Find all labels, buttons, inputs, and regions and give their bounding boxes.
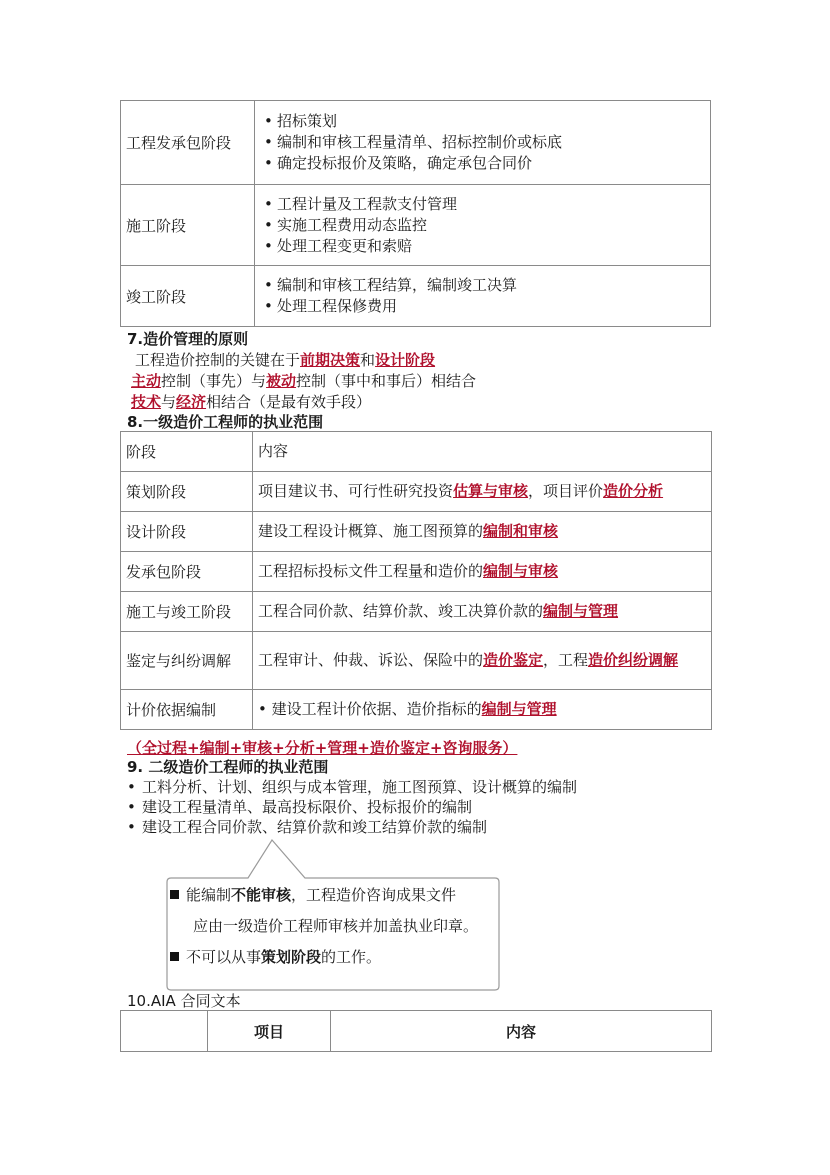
text: 能编制 [186,886,232,904]
text: 控制（事先）与 [161,372,267,390]
text: ，工程造价咨询成果文件 [291,886,457,904]
list-item: • 实施工程费用动态监控 [277,215,704,236]
section9-title: 9. 二级造价工程师的执业范围 [127,758,329,776]
section7-title: 7.造价管理的原则 [127,330,249,348]
text: 工程造价控制的关键在于 [135,351,301,369]
note-line-3 [170,942,498,973]
note-line-2: 应由一级造价工程师审核并加盖执业印章。 [193,917,479,935]
header-cell: 阶段 [121,432,253,472]
header-cell-blank [121,1011,208,1052]
square-bullet-icon [170,890,179,899]
emphasis: 造价纠纷调解 [588,651,679,669]
summary-text: （全过程+编制+审核+分析+管理+造价鉴定+咨询服务） [127,739,518,757]
text: 的工作。 [321,948,382,966]
list-item: • 编制和审核工程量清单、招标控制价或标底 [277,132,704,153]
list-item: • 编制和审核工程结算，编制竣工决算 [277,275,704,296]
section8-title: 8.一级造价工程师的执业范围 [127,413,324,431]
text: • 建设工程计价依据、造价指标的 [258,700,482,718]
header-cell: 内容 [253,432,712,472]
emphasis: 编制与管理 [481,700,557,718]
list-item: • 处理工程变更和索赔 [277,236,704,257]
list-item: • 确定投标报价及策略，确定承包合同价 [277,153,704,174]
emphasis: 策划阶段 [261,948,322,966]
list-item: • 处理工程保修费用 [277,296,704,317]
text: 与 [161,393,177,411]
stage-cell: 策划阶段 [121,472,253,512]
stage-cell: 发承包阶段 [121,552,253,592]
text: 控制（事中和事后）相结合 [296,372,477,390]
aia-table [120,1010,712,1052]
list-item: • 工程计量及工程款支付管理 [277,194,704,215]
stage-cell: 施工阶段 [121,185,255,266]
text: 工程招标投标文件工程量和造价的 [258,562,484,580]
list-item: • 建设工程合同价款、结算价款和竣工结算价款的编制 [127,817,577,837]
text: ，项目评价 [528,482,604,500]
emphasis: 编制与管理 [543,602,619,620]
emphasis: 被动 [266,372,297,390]
stage-cell: 工程发承包阶段 [121,101,255,185]
emphasis: 技术 [131,393,162,411]
list-item: • 工料分析、计划、组织与成本管理，施工图预算、设计概算的编制 [127,777,577,797]
text: ，工程 [543,651,589,669]
header-cell: 内容 [331,1011,712,1052]
header-cell: 项目 [208,1011,331,1052]
text: 工程合同价款、结算价款、竣工决算价款的 [258,602,544,620]
emphasis: 经济 [176,393,207,411]
section10-title: 10.AIA 合同文本 [127,992,241,1010]
stage-cell: 竣工阶段 [121,266,255,327]
callout-note [170,880,498,973]
emphasis: 不能审核 [231,886,292,904]
list-item: • 招标策划 [277,111,704,132]
emphasis: 造价分析 [603,482,664,500]
table-header-row [121,1011,712,1052]
square-bullet-icon [170,952,179,961]
stage-cell: 计价依据编制 [121,690,253,730]
emphasis: 编制与审核 [483,562,559,580]
emphasis: 估算与审核 [453,482,529,500]
stage-cell: 设计阶段 [121,512,253,552]
stage-cell: 鉴定与纠纷调解 [121,632,253,690]
text: 相结合（是最有效手段） [206,393,372,411]
text: 项目建议书、可行性研究投资 [258,482,454,500]
note-line-1 [170,880,498,911]
text: 不可以从事 [186,948,262,966]
stage-cell: 施工与竣工阶段 [121,592,253,632]
text: 和 [360,351,376,369]
text: 工程审计、仲裁、诉讼、保险中的 [258,651,484,669]
emphasis: 设计阶段 [375,351,436,369]
emphasis: 造价鉴定 [483,651,544,669]
emphasis: 主动 [131,372,162,390]
list-item: • 建设工程量清单、最高投标限价、投标报价的编制 [127,797,577,817]
emphasis: 前期决策 [300,351,361,369]
text: 建设工程设计概算、施工图预算的 [258,522,484,540]
emphasis: 编制和审核 [483,522,559,540]
